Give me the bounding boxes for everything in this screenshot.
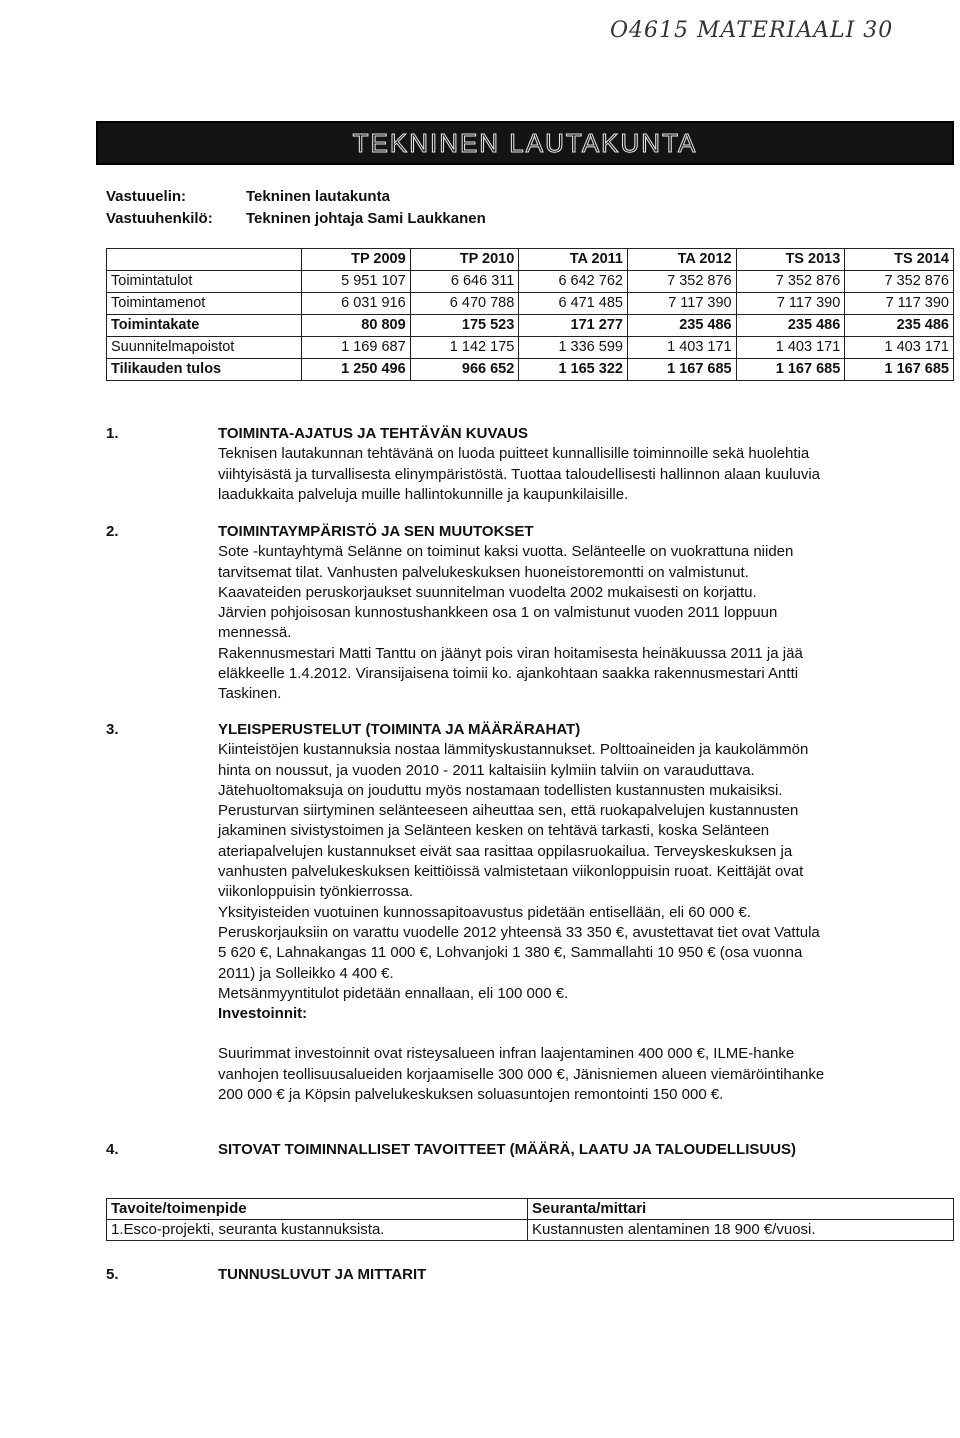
paragraph-line: 5 620 €, Lahnakangas 11 000 €, Lohvanjoki 1 380 €, Sammallahti 10 950 € (osa vuonna — [218, 944, 803, 962]
row-label: Toimintakate — [107, 315, 302, 337]
paragraph-line: viikonloppuisin työnkierrossa. — [218, 883, 414, 901]
table-cell: 5 951 107 — [302, 271, 411, 293]
paragraph-line: viihtyisästä ja turvallisesta elinympäristöstä. Tuottaa taloudellisesti hallinnon alaan kuuluvia — [218, 465, 820, 483]
paragraph-line: Kaavateiden peruskorjaukset suunnitelman vuodelta 2002 mukaisesti on korjattu. — [218, 583, 757, 601]
column-header: TS 2013 — [736, 249, 845, 271]
section-5 — [106, 1266, 426, 1283]
paragraph-line: Peruskorjauksiin on varattu vuodelle 2012 yhteensä 33 350 €, avustettavat tiet ovat Vattula — [218, 923, 820, 941]
row-label: Suunnitelmapoistot — [107, 337, 302, 359]
paragraph-line: laadukkaita palveluja muille hallintokunnille ja kaupunkilaisille. — [218, 485, 629, 503]
table-cell: 1.Esco-projekti, seuranta kustannuksista. — [107, 1220, 528, 1241]
paragraph-line: Perusturvan siirtyminen selänteeseen aiheuttaa sen, että ruokapalvelujen kustannusten — [218, 802, 799, 820]
section-3 — [106, 720, 898, 1105]
column-header: TA 2012 — [627, 249, 736, 271]
section-title: TUNNUSLUVUT JA MITTARIT — [218, 1266, 427, 1283]
table-cell: 1 403 171 — [736, 337, 845, 359]
investments-heading: Investoinnit: — [218, 1005, 308, 1023]
table-row — [107, 359, 954, 381]
responsible-body-label: Vastuuelin: — [106, 188, 187, 205]
table-cell: 80 809 — [302, 315, 411, 337]
table-cell: 6 031 916 — [302, 293, 411, 315]
section-number: 2. — [106, 523, 119, 540]
table-row — [107, 293, 954, 315]
table-cell: 1 403 171 — [845, 337, 954, 359]
section-title: YLEISPERUSTELUT (TOIMINTA JA MÄÄRÄRAHAT) — [218, 721, 581, 738]
table-cell: 7 117 390 — [627, 293, 736, 315]
paragraph-line: eläkkeelle 1.4.2012. Viransijaisena toimii ko. ajankohtaan saakka rakennusmestari Antti — [218, 665, 799, 683]
table-cell: 175 523 — [410, 315, 519, 337]
paragraph-line: Kiinteistöjen kustannuksia nostaa lämmityskustannukset. Polttoaineiden ja kaukolämmön — [218, 741, 809, 759]
table-cell: 966 652 — [410, 359, 519, 381]
table-cell: Kustannusten alentaminen 18 900 €/vuosi. — [528, 1220, 954, 1241]
row-label: Tilikauden tulos — [107, 359, 302, 381]
paragraph-line: Taskinen. — [218, 685, 282, 703]
handwritten-note: O4615 MATERIAALI 30 — [610, 18, 894, 43]
table-row — [107, 337, 954, 359]
table-cell: 6 470 788 — [410, 293, 519, 315]
section-number: 4. — [106, 1141, 119, 1158]
section-title: TOIMINTAYMPÄRISTÖ JA SEN MUUTOKSET — [218, 523, 534, 540]
paragraph-line: mennessä. — [218, 624, 292, 642]
table-cell: 7 352 876 — [736, 271, 845, 293]
responsibility-block — [106, 186, 486, 230]
paragraph-line: vanhusten palvelukeskuksen keittiöissä valmistetaan viikonloppuisin ruoat. Keittäjät ovat — [218, 863, 804, 881]
column-header: TP 2010 — [410, 249, 519, 271]
table-cell: 1 169 687 — [302, 337, 411, 359]
table-row — [107, 315, 954, 337]
section-number: 5. — [106, 1266, 119, 1283]
table-row — [107, 1220, 954, 1241]
financial-table — [106, 248, 954, 381]
paragraph-line: ateriapalvelujen kustannukset eivät saa rasittaa oppilasruokailua. Terveyskeskuksen ja — [218, 842, 793, 860]
banner-title: TEKNINEN LAUTAKUNTA — [352, 127, 698, 158]
row-label: Toimintamenot — [107, 293, 302, 315]
paragraph-line: tarvitsemat tilat. Vanhusten palvelukeskuksen huoneistoremontti on valmistunut. — [218, 563, 749, 581]
section-1 — [106, 424, 898, 505]
section-number: 3. — [106, 721, 119, 738]
goals-table — [106, 1198, 954, 1241]
section-number: 1. — [106, 425, 119, 442]
table-row — [107, 271, 954, 293]
section-title: TOIMINTA-AJATUS JA TEHTÄVÄN KUVAUS — [218, 425, 529, 442]
responsible-person-value: Tekninen johtaja Sami Laukkanen — [246, 210, 486, 227]
responsible-person-label: Vastuuhenkilö: — [106, 210, 213, 227]
table-cell: 7 352 876 — [845, 271, 954, 293]
section-4 — [106, 1140, 796, 1160]
paragraph-line: Suurimmat investoinnit ovat risteysalueen infran laajentaminen 400 000 €, ILME-hanke — [218, 1045, 795, 1063]
paragraph-line: Teknisen lautakunnan tehtävänä on luoda puitteet kunnallisille toiminnoille sekä huolehtia — [218, 445, 810, 463]
paragraph-line: Yksityisteiden vuotuinen kunnossapitoavustus pidetään entisellään, eli 60 000 €. — [218, 903, 751, 921]
column-header: TS 2014 — [845, 249, 954, 271]
column-header: Seuranta/mittari — [528, 1199, 954, 1220]
table-cell: 1 336 599 — [519, 337, 628, 359]
goals-table-header-row — [107, 1199, 954, 1220]
table-cell: 1 165 322 — [519, 359, 628, 381]
table-cell: 1 403 171 — [627, 337, 736, 359]
paragraph-line: 2011) ja Solleikko 4 400 €. — [218, 964, 394, 982]
section-title: SITOVAT TOIMINNALLISET TAVOITTEET (MÄÄRÄ, LAATU JA TALOUDELLISUUS) — [218, 1141, 797, 1158]
table-cell: 6 646 311 — [410, 271, 519, 293]
table-cell: 6 642 762 — [519, 271, 628, 293]
table-cell: 7 117 390 — [845, 293, 954, 315]
paragraph-line: hinta on noussut, ja vuoden 2010 - 2011 kaltaisiin kylmiin talviin on varauduttava. — [218, 761, 755, 779]
table-cell: 1 167 685 — [845, 359, 954, 381]
paragraph-line: Järvien pohjoisosan kunnostushankkeen osa 1 on valmistunut vuoden 2011 loppuun — [218, 604, 778, 622]
table-cell: 6 471 485 — [519, 293, 628, 315]
table-cell: 1 167 685 — [736, 359, 845, 381]
responsible-body-value: Tekninen lautakunta — [246, 188, 390, 205]
paragraph-line: Metsänmyyntitulot pidetään ennallaan, eli 100 000 €. — [218, 984, 569, 1002]
paragraph-line: Sote -kuntayhtymä Selänne on toiminut kaksi vuotta. Selänteelle on vuokrattuna niiden — [218, 543, 794, 561]
table-cell: 235 486 — [845, 315, 954, 337]
table-cell: 235 486 — [736, 315, 845, 337]
paragraph-line: 200 000 € ja Köpsin palvelukeskuksen soluasuntojen remontointi 150 000 €. — [218, 1086, 724, 1104]
table-cell: 1 250 496 — [302, 359, 411, 381]
paragraph-line: Jätehuoltomaksuja on jouduttu myös nostamaan todellisten kustannusten mukaisiksi. — [218, 781, 783, 799]
column-header: TA 2011 — [519, 249, 628, 271]
financial-table-corner — [107, 249, 302, 271]
title-banner — [96, 121, 954, 165]
paragraph-line: Rakennusmestari Matti Tanttu on jäänyt pois viran hoitamisesta heinäkuussa 2011 ja jää — [218, 644, 803, 662]
paragraph-line: vanhojen teollisuusalueiden korjaamiselle 300 000 €, Jänisniemen alueen viemäröintihanke — [218, 1065, 825, 1083]
column-header: TP 2009 — [302, 249, 411, 271]
table-cell: 1 142 175 — [410, 337, 519, 359]
table-cell: 7 352 876 — [627, 271, 736, 293]
table-cell: 171 277 — [519, 315, 628, 337]
row-label: Toimintatulot — [107, 271, 302, 293]
paragraph-line: jakaminen sivistystoimen ja Selänteen kesken on tehtävä tarkasti, koska Selänteen — [218, 822, 770, 840]
financial-table-header-row — [107, 249, 954, 271]
table-cell: 1 167 685 — [627, 359, 736, 381]
column-header: Tavoite/toimenpide — [107, 1199, 528, 1220]
section-2 — [106, 522, 898, 705]
table-cell: 235 486 — [627, 315, 736, 337]
table-cell: 7 117 390 — [736, 293, 845, 315]
